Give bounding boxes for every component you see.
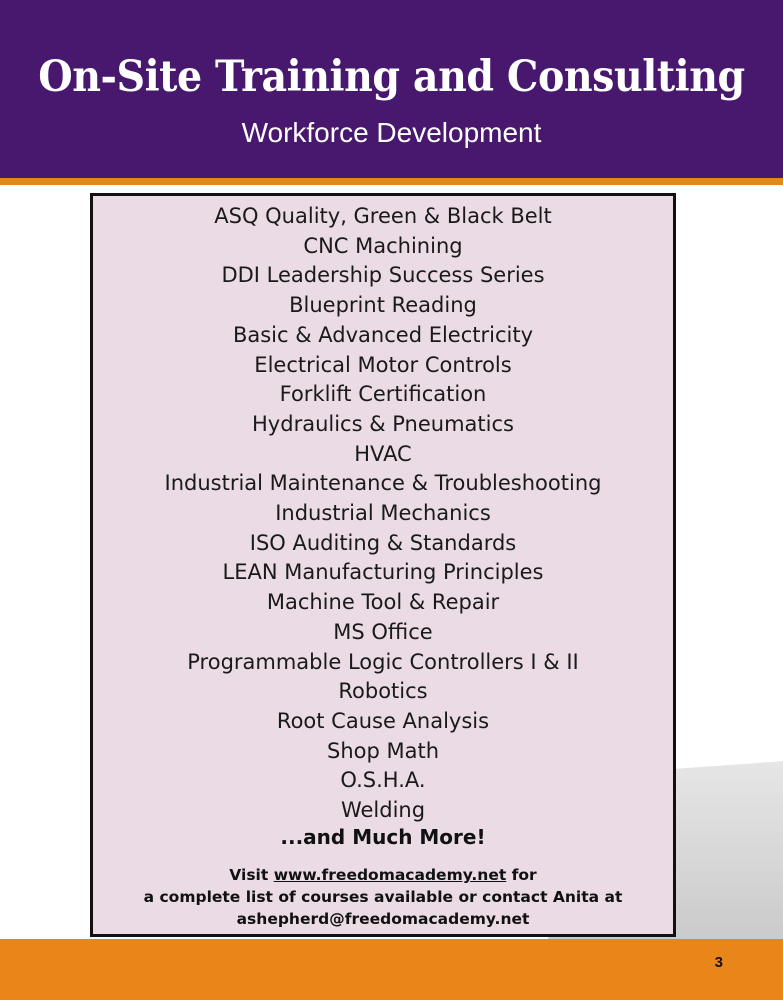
course-item: MS Office	[333, 619, 433, 644]
course-item: LEAN Manufacturing Principles	[222, 560, 544, 585]
page-subtitle: Workforce Development	[241, 117, 542, 148]
course-item: ASQ Quality, Green & Black Belt	[214, 204, 552, 228]
course-item: Basic & Advanced Electricity	[232, 322, 534, 347]
visit-line	[93, 864, 673, 886]
course-item: CNC Machining	[303, 233, 463, 258]
contact-info	[93, 864, 673, 930]
course-list	[93, 202, 673, 826]
page-title: On-Site Training and Consulting	[38, 52, 745, 102]
course-item: Shop Math	[326, 738, 440, 763]
course-item: Industrial Maintenance & Troubleshooting	[164, 471, 602, 496]
visit-description: a complete list of courses available or contact Anita at	[143, 888, 623, 906]
course-item: Machine Tool & Repair	[266, 590, 500, 615]
visit-prefix: Visit	[229, 866, 269, 884]
more-courses-note: ...and Much More!	[280, 825, 486, 849]
course-item: Programmable Logic Controllers I & II	[187, 649, 579, 674]
course-item: Electrical Motor Controls	[254, 352, 512, 377]
course-item: Blueprint Reading	[289, 293, 477, 318]
course-item: Root Cause Analysis	[276, 708, 490, 733]
footer-bar	[0, 939, 783, 1000]
course-item: Hydraulics & Pneumatics	[252, 411, 514, 436]
course-item: DDI Leadership Success Series	[221, 263, 545, 288]
contact-email[interactable]: ashepherd@freedomacademy.net	[236, 910, 530, 928]
course-item: ISO Auditing & Standards	[249, 530, 517, 555]
course-item: Robotics	[338, 679, 428, 704]
course-list-box	[90, 193, 676, 937]
course-item: Welding	[340, 798, 426, 823]
visit-suffix: for	[511, 866, 537, 884]
course-item: HVAC	[354, 441, 412, 466]
page-number: 3	[714, 954, 723, 971]
course-item: Forklift Certification	[279, 382, 487, 407]
header-divider-stripe	[0, 178, 783, 185]
course-item: Industrial Mechanics	[275, 501, 491, 526]
website-link[interactable]: www.freedomacademy.net	[273, 866, 507, 884]
course-item: O.S.H.A.	[340, 768, 426, 793]
header-banner	[0, 0, 783, 178]
